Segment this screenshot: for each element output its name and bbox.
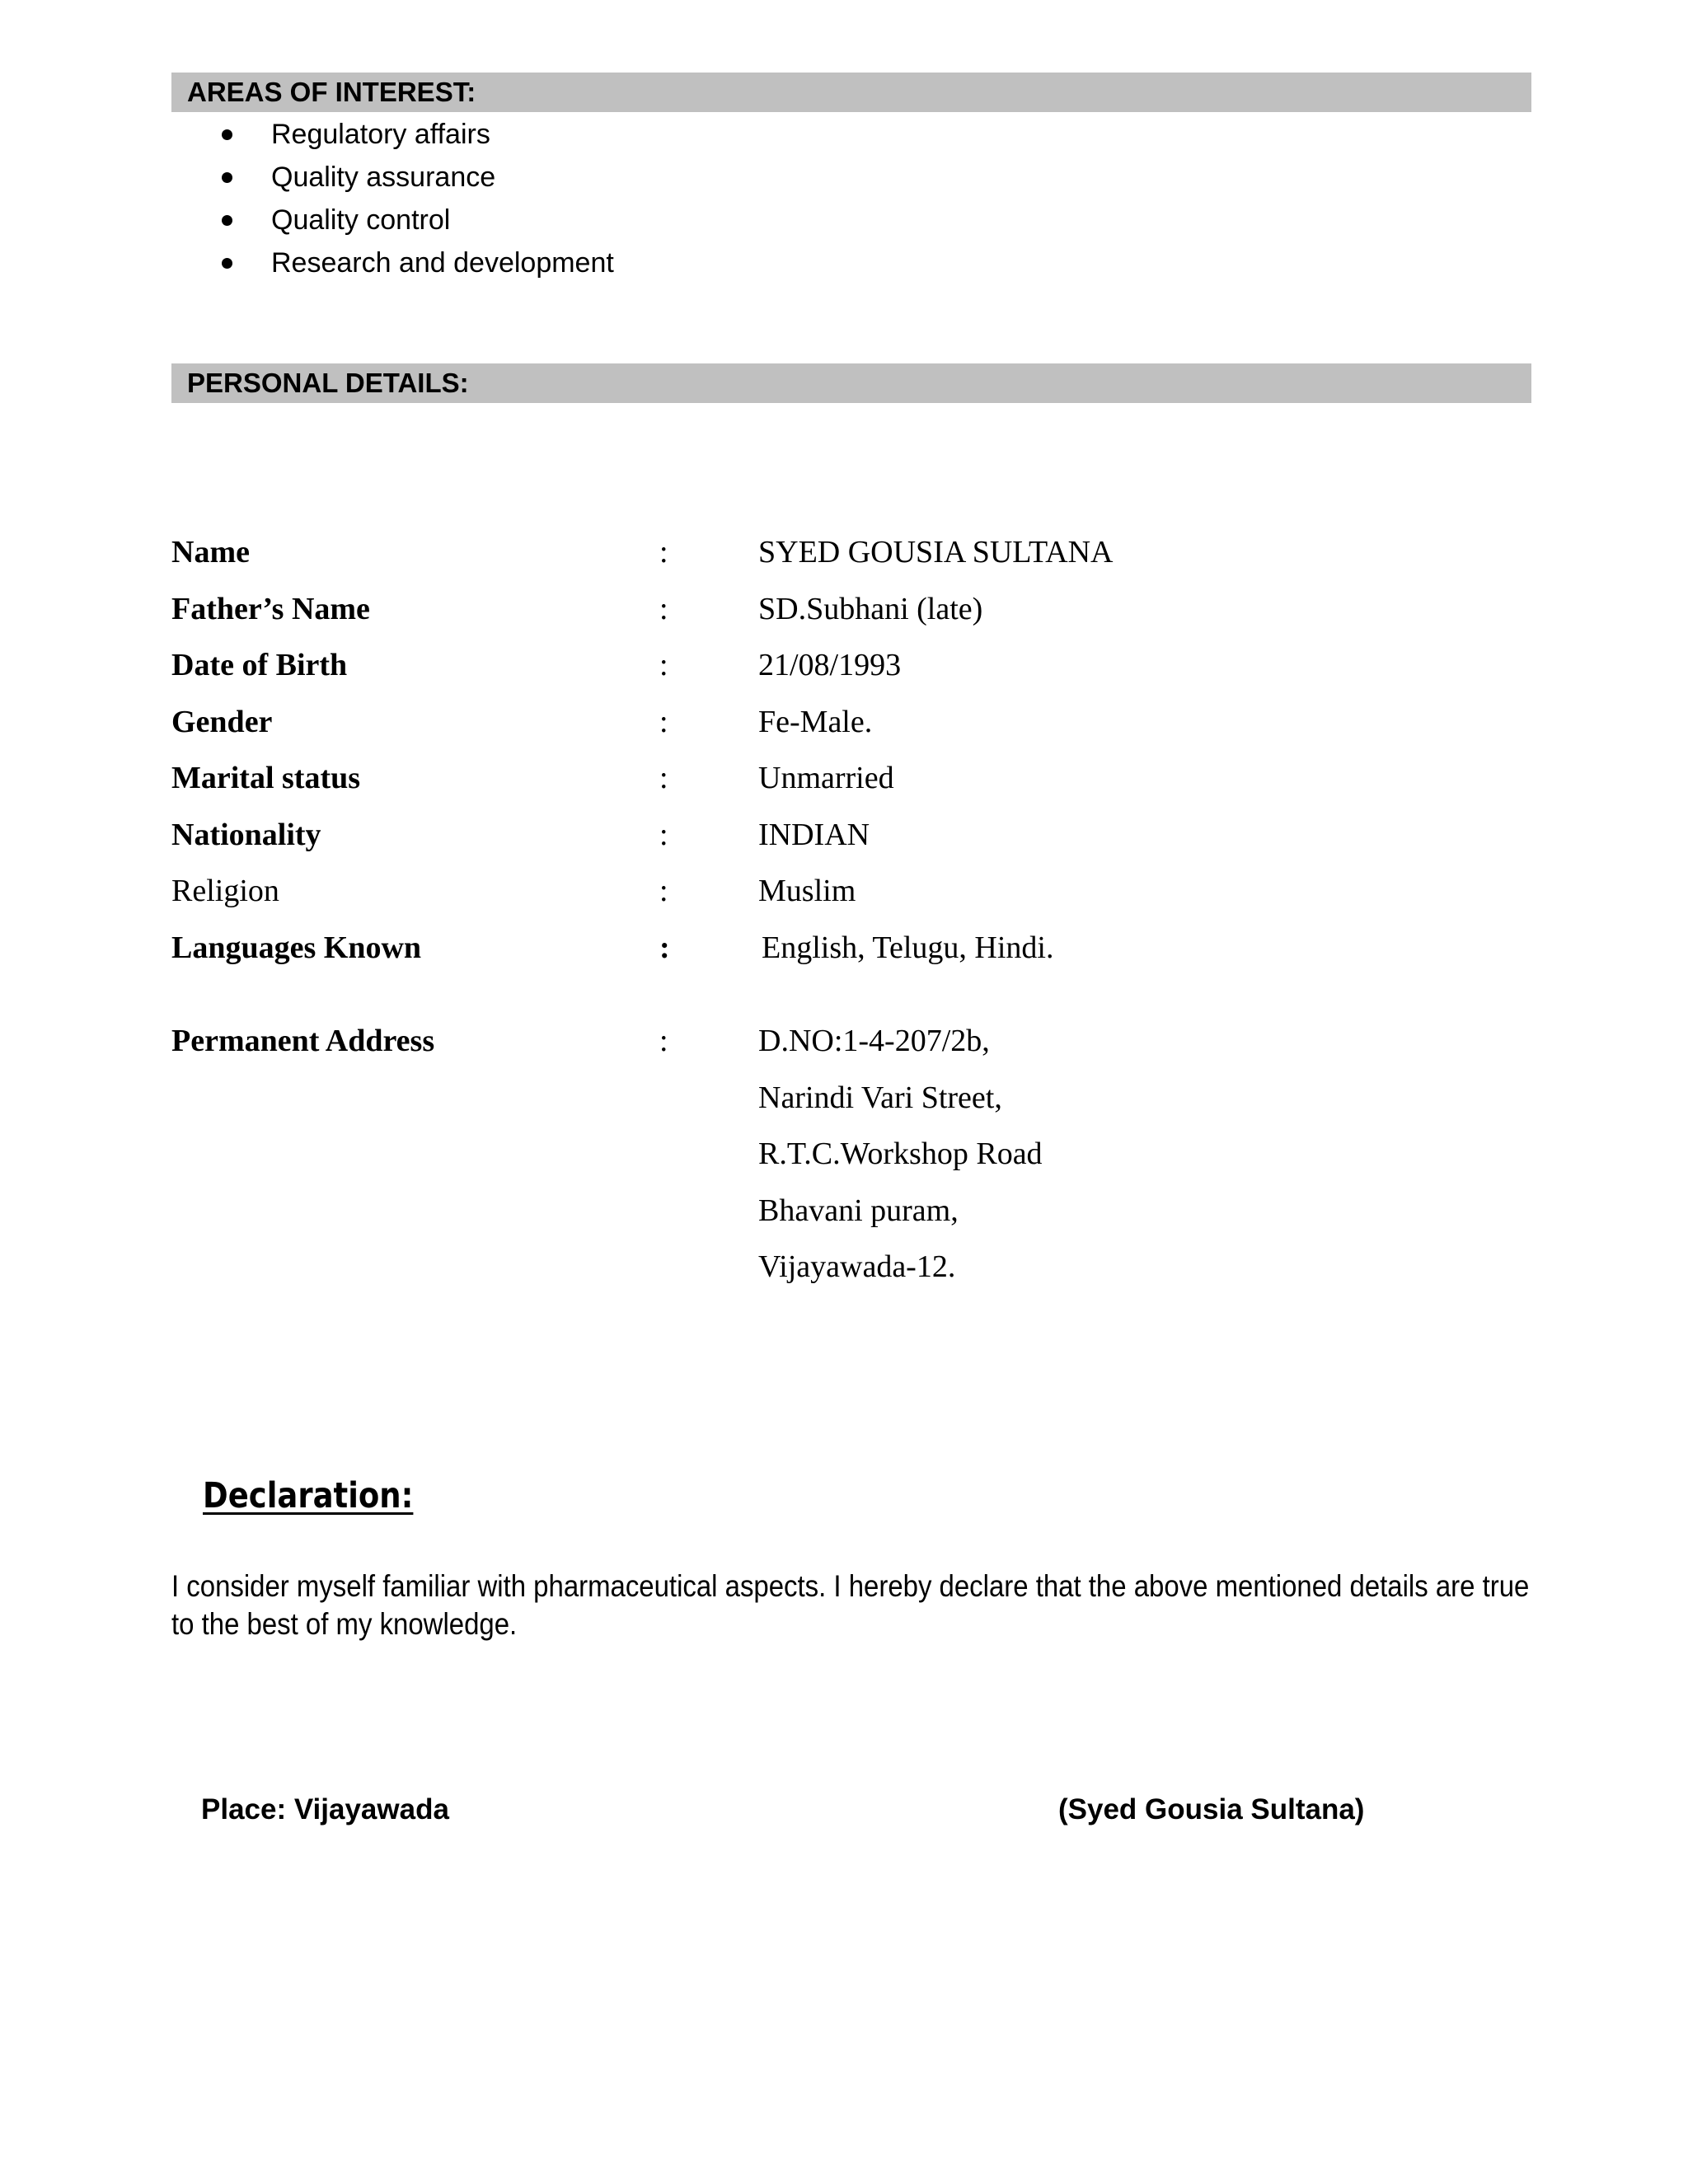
detail-label: Nationality	[171, 817, 321, 852]
detail-value: Fe-Male.	[758, 704, 873, 739]
detail-value: 21/08/1993	[758, 648, 902, 682]
list-item-text: Research and development	[271, 247, 614, 279]
detail-separator: :	[659, 1024, 668, 1058]
list-item-text: Quality control	[271, 204, 451, 236]
detail-label: Marital status	[171, 761, 361, 795]
detail-value: SYED GOUSIA SULTANA	[758, 535, 1114, 569]
bullet-icon	[222, 129, 232, 140]
address-line: Narindi Vari Street,	[758, 1080, 1002, 1115]
detail-separator: :	[659, 874, 668, 908]
areas-of-interest-heading: AREAS OF INTEREST:	[171, 73, 1531, 112]
detail-separator: :	[659, 930, 670, 965]
detail-label: Gender	[171, 704, 273, 739]
detail-label: Permanent Address	[171, 1024, 435, 1058]
list-item	[218, 199, 614, 241]
detail-separator: :	[659, 648, 668, 682]
detail-separator: :	[659, 817, 668, 852]
detail-value: SD.Subhani (late)	[758, 591, 983, 626]
declaration-text: I consider myself familiar with pharmaceutical aspects. I hereby declare that the above mentioned details are true to the best of my knowledge.	[171, 1569, 1530, 1641]
detail-label: Religion	[171, 874, 279, 908]
list-item-text: Quality assurance	[271, 162, 496, 193]
detail-label: Name	[171, 535, 250, 569]
detail-label: Father’s Name	[171, 591, 370, 626]
personal-details-heading: PERSONAL DETAILS:	[171, 363, 1531, 403]
list-item-text: Regulatory affairs	[271, 119, 490, 150]
address-line: Vijayawada-12.	[758, 1249, 956, 1284]
address-line: D.NO:1-4-207/2b,	[758, 1024, 990, 1058]
list-item	[218, 156, 614, 199]
list-item	[218, 113, 614, 156]
place-text: Place: Vijayawada	[201, 1793, 449, 1825]
list-item	[218, 241, 614, 284]
bullet-icon	[222, 215, 232, 226]
detail-value: INDIAN	[758, 817, 870, 852]
detail-value: English, Telugu, Hindi.	[762, 930, 1054, 965]
detail-separator: :	[659, 535, 668, 569]
detail-value: Unmarried	[758, 761, 894, 795]
address-line: R.T.C.Workshop Road	[758, 1137, 1043, 1171]
address-line: Bhavani puram,	[758, 1193, 959, 1228]
detail-label: Date of Birth	[171, 648, 348, 682]
areas-of-interest-list	[218, 113, 614, 284]
signature-name: (Syed Gousia Sultana)	[1058, 1793, 1365, 1825]
detail-value: Muslim	[758, 874, 856, 908]
detail-separator: :	[659, 591, 668, 626]
detail-separator: :	[659, 704, 668, 739]
declaration-title: Declaration:	[203, 1475, 414, 1516]
bullet-icon	[222, 172, 232, 183]
detail-separator: :	[659, 761, 668, 795]
detail-label: Languages Known	[171, 930, 422, 965]
bullet-icon	[222, 258, 232, 269]
